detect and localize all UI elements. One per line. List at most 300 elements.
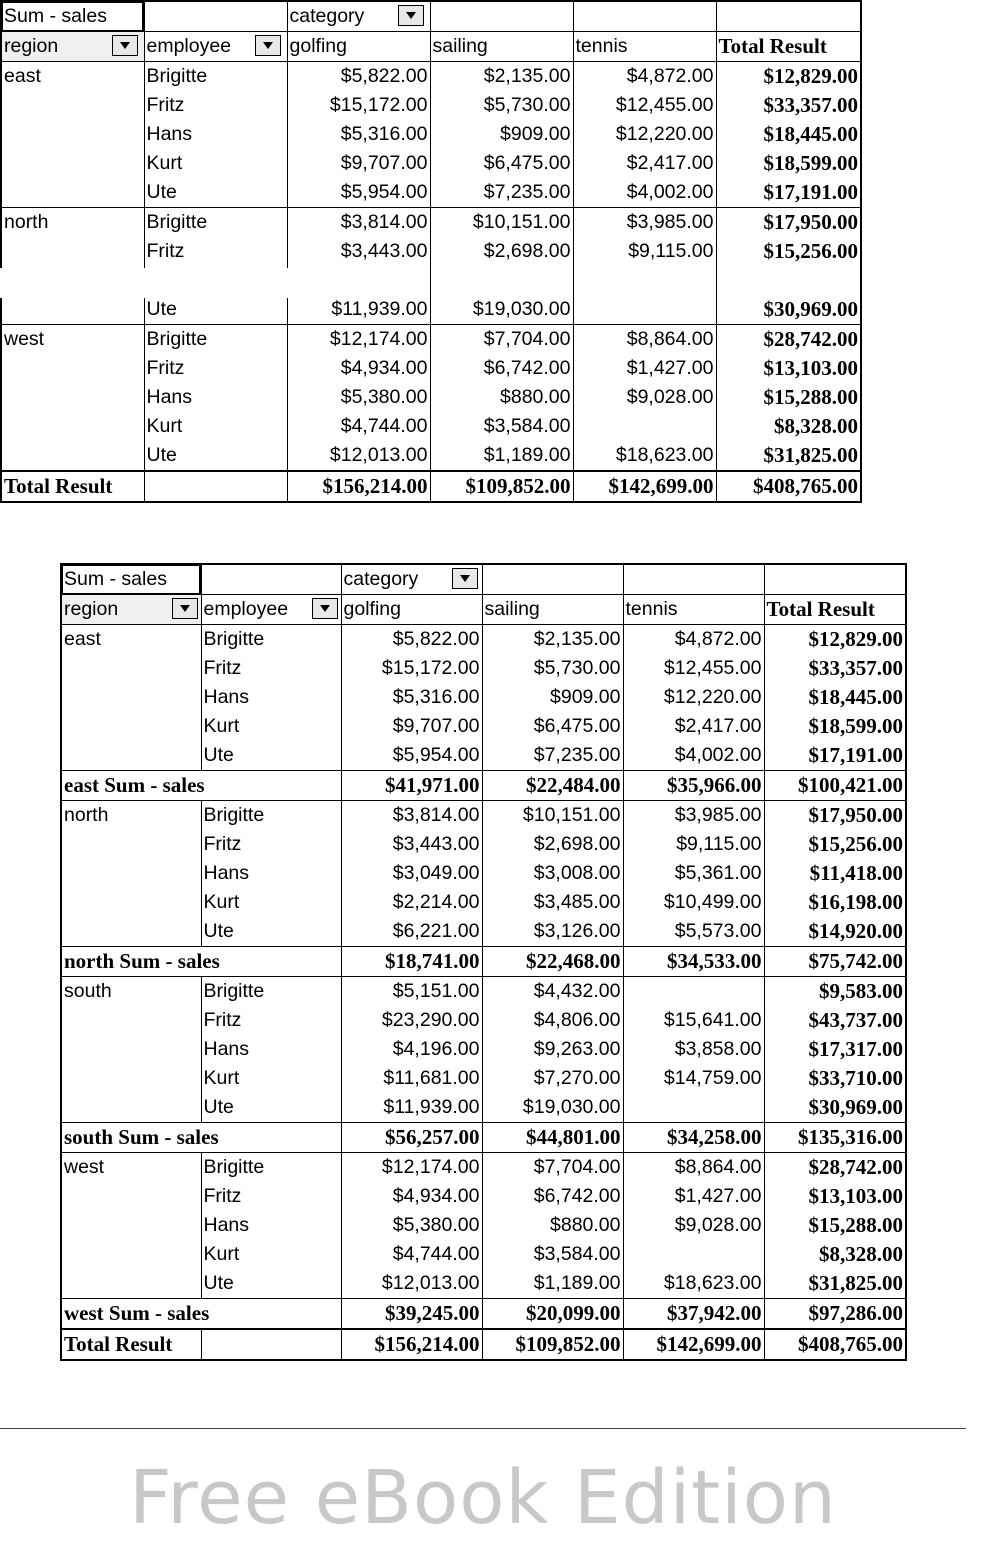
table-row [61, 1211, 906, 1240]
value-cell[interactable]: $1,189.00 [430, 441, 573, 471]
value-cell[interactable]: $34,258.00 [623, 1123, 764, 1153]
column-field-category[interactable] [341, 564, 482, 595]
row-total-cell[interactable]: $31,825.00 [716, 441, 861, 471]
value-cell[interactable]: $12,455.00 [623, 654, 764, 683]
column-header-total: Total Result [764, 595, 906, 625]
value-cell[interactable]: $41,971.00 [341, 771, 482, 801]
row-total-cell[interactable]: $30,969.00 [764, 1093, 906, 1123]
table-row [61, 859, 906, 888]
table-row [61, 1035, 906, 1064]
value-cell[interactable] [573, 266, 716, 295]
value-cell[interactable]: $5,361.00 [623, 859, 764, 888]
value-cell[interactable]: $15,172.00 [287, 91, 430, 120]
region-cell[interactable] [61, 917, 201, 947]
value-cell[interactable]: $18,623.00 [623, 1269, 764, 1299]
value-cell[interactable]: $5,316.00 [287, 120, 430, 149]
table-row [61, 1299, 906, 1330]
value-cell[interactable] [287, 266, 430, 295]
value-cell[interactable]: $6,742.00 [430, 354, 573, 383]
grand-total-cell[interactable]: $156,214.00 [287, 471, 430, 502]
value-cell[interactable]: $4,432.00 [482, 977, 623, 1007]
value-cell[interactable]: $7,704.00 [430, 325, 573, 355]
employee-cell[interactable]: Brigitte [201, 801, 341, 831]
table-row [61, 977, 906, 1007]
employee-cell[interactable]: Ute [201, 741, 341, 771]
chevron-down-icon[interactable] [398, 5, 424, 26]
grand-total-cell[interactable]: $408,765.00 [764, 1329, 906, 1360]
table-row [61, 947, 906, 977]
empty-cell [573, 1, 716, 32]
table-row [1, 62, 861, 92]
value-cell[interactable]: $10,499.00 [623, 888, 764, 917]
column-header: tennis [573, 32, 716, 62]
value-cell[interactable]: $2,698.00 [430, 237, 573, 266]
value-cell[interactable]: $34,533.00 [623, 947, 764, 977]
value-cell[interactable] [623, 977, 764, 1007]
value-cell[interactable]: $9,707.00 [287, 149, 430, 178]
value-cell[interactable]: $909.00 [430, 120, 573, 149]
employee-cell[interactable]: Kurt [201, 712, 341, 741]
row-total-cell[interactable]: $18,445.00 [716, 120, 861, 149]
row-field-label: employee [203, 598, 289, 620]
row-field-region[interactable] [1, 32, 144, 62]
value-cell[interactable]: $5,730.00 [430, 91, 573, 120]
table-row [1, 295, 861, 325]
value-cell[interactable]: $4,196.00 [341, 1035, 482, 1064]
value-cell[interactable]: $3,443.00 [287, 237, 430, 266]
region-cell[interactable] [1, 178, 144, 208]
column-field-label: category [343, 568, 419, 590]
region-cell[interactable]: north [61, 801, 201, 831]
row-total-cell[interactable]: $33,357.00 [764, 654, 906, 683]
employee-cell[interactable]: Hans [201, 1211, 341, 1240]
row-total-cell[interactable]: $8,328.00 [716, 412, 861, 441]
value-cell[interactable]: $11,681.00 [341, 1064, 482, 1093]
value-cell[interactable]: $2,214.00 [341, 888, 482, 917]
value-cell[interactable]: $4,744.00 [287, 412, 430, 441]
employee-cell[interactable]: Hans [201, 859, 341, 888]
value-cell[interactable]: $1,189.00 [482, 1269, 623, 1299]
column-field-label: category [289, 5, 365, 27]
value-cell[interactable]: $19,030.00 [482, 1093, 623, 1123]
value-cell[interactable]: $9,028.00 [573, 383, 716, 412]
region-cell[interactable] [1, 120, 144, 149]
value-cell[interactable]: $37,942.00 [623, 1299, 764, 1330]
region-cell[interactable] [1, 237, 144, 266]
region-cell[interactable]: west [1, 325, 144, 355]
table-row [1, 412, 861, 441]
row-total-cell[interactable]: $17,191.00 [764, 741, 906, 771]
row-total-cell[interactable]: $15,256.00 [764, 830, 906, 859]
employee-cell[interactable]: Hans [144, 120, 287, 149]
region-cell[interactable] [61, 712, 201, 741]
value-cell[interactable]: $44,801.00 [482, 1123, 623, 1153]
row-total-cell[interactable]: $8,328.00 [764, 1240, 906, 1269]
row-field-label: region [64, 598, 119, 620]
value-cell[interactable] [573, 295, 716, 325]
value-cell[interactable]: $3,858.00 [623, 1035, 764, 1064]
value-cell[interactable] [623, 1240, 764, 1269]
chevron-down-icon[interactable] [312, 598, 338, 619]
employee-cell[interactable]: Kurt [144, 149, 287, 178]
grand-total-row [61, 1329, 906, 1360]
table-row [61, 771, 906, 801]
value-cell[interactable]: $10,151.00 [430, 208, 573, 238]
value-cell[interactable]: $10,151.00 [482, 801, 623, 831]
employee-cell[interactable]: Brigitte [201, 977, 341, 1007]
value-cell[interactable]: $4,934.00 [341, 1182, 482, 1211]
table-row [1, 208, 861, 238]
value-cell[interactable]: $8,864.00 [623, 1153, 764, 1183]
table-row [61, 1006, 906, 1035]
value-cell[interactable]: $5,822.00 [287, 62, 430, 92]
employee-cell[interactable]: Kurt [201, 888, 341, 917]
value-cell[interactable]: $3,985.00 [573, 208, 716, 238]
value-cell[interactable]: $4,934.00 [287, 354, 430, 383]
employee-cell[interactable]: Brigitte [201, 1153, 341, 1183]
subtotal-label[interactable]: west Sum - sales [61, 1299, 201, 1330]
value-cell[interactable]: $12,174.00 [287, 325, 430, 355]
region-cell[interactable] [1, 412, 144, 441]
row-total-cell[interactable]: $15,288.00 [716, 383, 861, 412]
grand-total-cell[interactable]: $408,765.00 [716, 471, 861, 502]
table-row [1, 383, 861, 412]
table-row [1, 178, 861, 208]
value-cell[interactable]: $6,221.00 [341, 917, 482, 947]
table-row [61, 1240, 906, 1269]
value-cell[interactable]: $2,417.00 [573, 149, 716, 178]
value-cell[interactable]: $3,049.00 [341, 859, 482, 888]
value-cell[interactable]: $9,115.00 [623, 830, 764, 859]
region-cell[interactable] [61, 1269, 201, 1299]
region-cell[interactable]: north [1, 208, 144, 238]
column-header: sailing [482, 595, 623, 625]
value-cell[interactable]: $8,864.00 [573, 325, 716, 355]
chevron-down-icon[interactable] [112, 35, 138, 56]
row-field-employee[interactable] [201, 595, 341, 625]
value-cell[interactable]: $880.00 [482, 1211, 623, 1240]
image-damage-overlay [0, 268, 290, 298]
row-total-cell[interactable]: $17,191.00 [716, 178, 861, 208]
grand-total-label[interactable]: Total Result [61, 1329, 201, 1360]
row-total-cell[interactable]: $31,825.00 [764, 1269, 906, 1299]
subtotal-label[interactable]: east Sum - sales [61, 771, 201, 801]
value-cell[interactable]: $5,151.00 [341, 977, 482, 1007]
row-total-cell[interactable]: $13,103.00 [764, 1182, 906, 1211]
table-row [1, 237, 861, 266]
value-cell[interactable]: $1,427.00 [573, 354, 716, 383]
region-cell[interactable] [61, 888, 201, 917]
row-total-cell[interactable]: $15,288.00 [764, 1211, 906, 1240]
row-total-cell[interactable]: $28,742.00 [716, 325, 861, 355]
value-cell[interactable]: $1,427.00 [623, 1182, 764, 1211]
chevron-down-icon[interactable] [452, 568, 478, 589]
row-total-cell[interactable]: $100,421.00 [764, 771, 906, 801]
grand-total-cell[interactable]: $109,852.00 [430, 471, 573, 502]
row-total-cell[interactable]: $33,710.00 [764, 1064, 906, 1093]
region-cell[interactable] [1, 383, 144, 412]
region-cell[interactable] [61, 1182, 201, 1211]
table-row [61, 888, 906, 917]
value-cell[interactable]: $11,939.00 [341, 1093, 482, 1123]
employee-cell[interactable]: Brigitte [144, 62, 287, 92]
table-row [61, 830, 906, 859]
value-cell[interactable]: $909.00 [482, 683, 623, 712]
value-cell[interactable]: $3,584.00 [430, 412, 573, 441]
grand-total-cell[interactable]: $142,699.00 [623, 1329, 764, 1360]
table-row [1, 325, 861, 355]
value-cell[interactable]: $880.00 [430, 383, 573, 412]
value-cell[interactable]: $23,290.00 [341, 1006, 482, 1035]
column-field-category[interactable] [287, 1, 430, 32]
value-cell[interactable]: $7,270.00 [482, 1064, 623, 1093]
value-cell[interactable]: $7,235.00 [430, 178, 573, 208]
employee-cell[interactable]: Ute [201, 917, 341, 947]
region-cell[interactable] [61, 1006, 201, 1035]
grand-total-cell[interactable]: $109,852.00 [482, 1329, 623, 1360]
employee-cell[interactable] [201, 771, 341, 801]
subtotal-label[interactable]: south Sum - sales [61, 1123, 201, 1153]
value-cell[interactable]: $2,135.00 [482, 625, 623, 655]
region-cell[interactable] [1, 354, 144, 383]
value-cell[interactable]: $5,380.00 [287, 383, 430, 412]
grand-total-label[interactable]: Total Result [1, 471, 144, 502]
region-cell[interactable] [61, 1240, 201, 1269]
value-cell[interactable]: $5,380.00 [341, 1211, 482, 1240]
empty-cell [430, 1, 573, 32]
row-total-cell[interactable]: $17,950.00 [716, 208, 861, 238]
region-cell[interactable] [61, 1211, 201, 1240]
table-row [61, 1123, 906, 1153]
value-cell[interactable]: $3,443.00 [341, 830, 482, 859]
value-cell[interactable]: $4,002.00 [573, 178, 716, 208]
table-row [1, 441, 861, 471]
value-cell[interactable]: $6,742.00 [482, 1182, 623, 1211]
region-cell[interactable] [61, 1064, 201, 1093]
employee-cell[interactable] [201, 947, 341, 977]
value-cell[interactable]: $11,939.00 [287, 295, 430, 325]
value-cell[interactable]: $19,030.00 [430, 295, 573, 325]
data-field-label[interactable]: Sum - sales [61, 564, 201, 595]
table-row [61, 712, 906, 741]
employee-cell[interactable]: Fritz [144, 237, 287, 266]
value-cell[interactable]: $12,220.00 [573, 120, 716, 149]
value-cell[interactable]: $4,872.00 [573, 62, 716, 92]
employee-cell[interactable]: Ute [201, 1269, 341, 1299]
row-total-cell[interactable]: $16,198.00 [764, 888, 906, 917]
employee-cell[interactable]: Hans [201, 683, 341, 712]
row-total-cell[interactable]: $18,599.00 [764, 712, 906, 741]
employee-cell[interactable]: Fritz [144, 91, 287, 120]
value-cell[interactable]: $12,455.00 [573, 91, 716, 120]
employee-cell[interactable]: Fritz [144, 354, 287, 383]
row-total-cell[interactable] [716, 266, 861, 295]
table-row [61, 741, 906, 771]
region-cell[interactable]: east [1, 62, 144, 92]
region-cell[interactable] [61, 683, 201, 712]
region-cell[interactable] [61, 654, 201, 683]
row-total-cell[interactable]: $18,445.00 [764, 683, 906, 712]
value-cell[interactable]: $12,013.00 [341, 1269, 482, 1299]
table-row [61, 1153, 906, 1183]
row-total-cell[interactable]: $14,920.00 [764, 917, 906, 947]
employee-cell[interactable]: Fritz [201, 1006, 341, 1035]
row-total-cell[interactable]: $15,256.00 [716, 237, 861, 266]
value-cell[interactable]: $9,707.00 [341, 712, 482, 741]
region-cell[interactable] [1, 149, 144, 178]
value-cell[interactable]: $15,172.00 [341, 654, 482, 683]
value-cell[interactable] [430, 266, 573, 295]
employee-cell[interactable]: Ute [144, 295, 287, 325]
chevron-down-icon[interactable] [172, 598, 198, 619]
grand-total-cell[interactable]: $142,699.00 [573, 471, 716, 502]
employee-cell[interactable]: Hans [144, 383, 287, 412]
region-cell[interactable] [1, 441, 144, 471]
employee-cell[interactable] [201, 1299, 341, 1330]
value-cell[interactable]: $14,759.00 [623, 1064, 764, 1093]
subtotal-label[interactable]: north Sum - sales [61, 947, 201, 977]
value-cell[interactable]: $3,584.00 [482, 1240, 623, 1269]
region-cell[interactable] [61, 1035, 201, 1064]
pivot-table-without-subtotals [0, 0, 862, 503]
row-total-cell[interactable]: $43,737.00 [764, 1006, 906, 1035]
empty-cell[interactable] [144, 471, 287, 502]
table-row [61, 1093, 906, 1123]
region-cell[interactable] [1, 91, 144, 120]
employee-cell[interactable]: Kurt [144, 412, 287, 441]
region-cell[interactable]: south [61, 977, 201, 1007]
value-cell[interactable]: $2,417.00 [623, 712, 764, 741]
value-cell[interactable]: $3,814.00 [287, 208, 430, 238]
row-total-cell[interactable]: $17,317.00 [764, 1035, 906, 1064]
row-total-cell[interactable]: $17,950.00 [764, 801, 906, 831]
row-total-cell[interactable]: $97,286.00 [764, 1299, 906, 1330]
value-cell[interactable]: $4,744.00 [341, 1240, 482, 1269]
empty-cell [144, 1, 287, 32]
value-cell[interactable]: $12,174.00 [341, 1153, 482, 1183]
row-total-cell[interactable]: $11,418.00 [764, 859, 906, 888]
empty-cell[interactable] [201, 1329, 341, 1360]
employee-cell[interactable]: Kurt [201, 1240, 341, 1269]
grand-total-cell[interactable]: $156,214.00 [341, 1329, 482, 1360]
value-cell[interactable]: $20,099.00 [482, 1299, 623, 1330]
value-cell[interactable]: $7,704.00 [482, 1153, 623, 1183]
employee-cell[interactable]: Ute [144, 441, 287, 471]
table-row [61, 625, 906, 655]
value-cell[interactable]: $3,008.00 [482, 859, 623, 888]
value-cell[interactable]: $56,257.00 [341, 1123, 482, 1153]
value-cell[interactable]: $22,484.00 [482, 771, 623, 801]
value-cell[interactable]: $39,245.00 [341, 1299, 482, 1330]
value-cell[interactable]: $5,573.00 [623, 917, 764, 947]
value-cell[interactable]: $2,698.00 [482, 830, 623, 859]
value-cell[interactable]: $18,623.00 [573, 441, 716, 471]
row-field-employee[interactable] [144, 32, 287, 62]
row-total-cell[interactable]: $135,316.00 [764, 1123, 906, 1153]
value-cell[interactable]: $3,985.00 [623, 801, 764, 831]
employee-cell[interactable]: Fritz [201, 830, 341, 859]
value-cell[interactable]: $18,741.00 [341, 947, 482, 977]
value-cell[interactable]: $5,954.00 [341, 741, 482, 771]
row-total-cell[interactable]: $30,969.00 [716, 295, 861, 325]
region-cell[interactable] [61, 859, 201, 888]
region-cell[interactable]: west [61, 1153, 201, 1183]
value-cell[interactable]: $4,002.00 [623, 741, 764, 771]
table-row [1, 354, 861, 383]
empty-cell [623, 564, 764, 595]
row-total-cell[interactable]: $13,103.00 [716, 354, 861, 383]
row-total-cell[interactable]: $9,583.00 [764, 977, 906, 1007]
value-cell[interactable]: $9,263.00 [482, 1035, 623, 1064]
value-cell[interactable]: $35,966.00 [623, 771, 764, 801]
value-cell[interactable]: $6,475.00 [482, 712, 623, 741]
value-cell[interactable]: $9,028.00 [623, 1211, 764, 1240]
chevron-down-icon[interactable] [255, 35, 281, 56]
employee-cell[interactable]: Fritz [201, 654, 341, 683]
value-cell[interactable] [623, 1093, 764, 1123]
region-cell[interactable] [61, 830, 201, 859]
region-cell[interactable]: east [61, 625, 201, 655]
row-field-region[interactable] [61, 595, 201, 625]
table-row [61, 1064, 906, 1093]
employee-cell[interactable]: Ute [201, 1093, 341, 1123]
value-cell[interactable]: $7,235.00 [482, 741, 623, 771]
value-cell[interactable]: $5,730.00 [482, 654, 623, 683]
row-total-cell[interactable]: $75,742.00 [764, 947, 906, 977]
column-header: golfing [287, 32, 430, 62]
employee-cell[interactable] [201, 1123, 341, 1153]
value-cell[interactable]: $9,115.00 [573, 237, 716, 266]
value-cell[interactable]: $15,641.00 [623, 1006, 764, 1035]
region-cell[interactable] [61, 741, 201, 771]
footer-watermark: Free eBook Edition [129, 1455, 837, 1541]
value-cell[interactable]: $3,485.00 [482, 888, 623, 917]
region-cell[interactable] [1, 295, 144, 325]
employee-cell[interactable]: Hans [201, 1035, 341, 1064]
value-cell[interactable]: $12,013.00 [287, 441, 430, 471]
region-cell[interactable] [61, 1093, 201, 1123]
value-cell[interactable]: $4,806.00 [482, 1006, 623, 1035]
value-cell[interactable]: $6,475.00 [430, 149, 573, 178]
value-cell[interactable]: $5,316.00 [341, 683, 482, 712]
employee-cell[interactable]: Ute [144, 178, 287, 208]
row-total-cell[interactable]: $18,599.00 [716, 149, 861, 178]
table-row [1, 120, 861, 149]
value-cell[interactable]: $3,126.00 [482, 917, 623, 947]
value-cell[interactable] [573, 412, 716, 441]
table-row [61, 683, 906, 712]
value-cell[interactable]: $2,135.00 [430, 62, 573, 92]
value-cell[interactable]: $4,872.00 [623, 625, 764, 655]
employee-cell[interactable]: Fritz [201, 1182, 341, 1211]
empty-cell [482, 564, 623, 595]
employee-cell[interactable]: Kurt [201, 1064, 341, 1093]
employee-cell[interactable]: Brigitte [144, 208, 287, 238]
value-cell[interactable]: $5,822.00 [341, 625, 482, 655]
value-cell[interactable]: $22,468.00 [482, 947, 623, 977]
value-cell[interactable]: $12,220.00 [623, 683, 764, 712]
employee-cell[interactable]: Brigitte [201, 625, 341, 655]
data-field-label[interactable]: Sum - sales [1, 1, 144, 32]
row-total-cell[interactable]: $12,829.00 [764, 625, 906, 655]
employee-cell[interactable]: Brigitte [144, 325, 287, 355]
empty-cell [764, 564, 906, 595]
value-cell[interactable]: $3,814.00 [341, 801, 482, 831]
row-total-cell[interactable]: $28,742.00 [764, 1153, 906, 1183]
row-total-cell[interactable]: $12,829.00 [716, 62, 861, 92]
value-cell[interactable]: $5,954.00 [287, 178, 430, 208]
row-total-cell[interactable]: $33,357.00 [716, 91, 861, 120]
